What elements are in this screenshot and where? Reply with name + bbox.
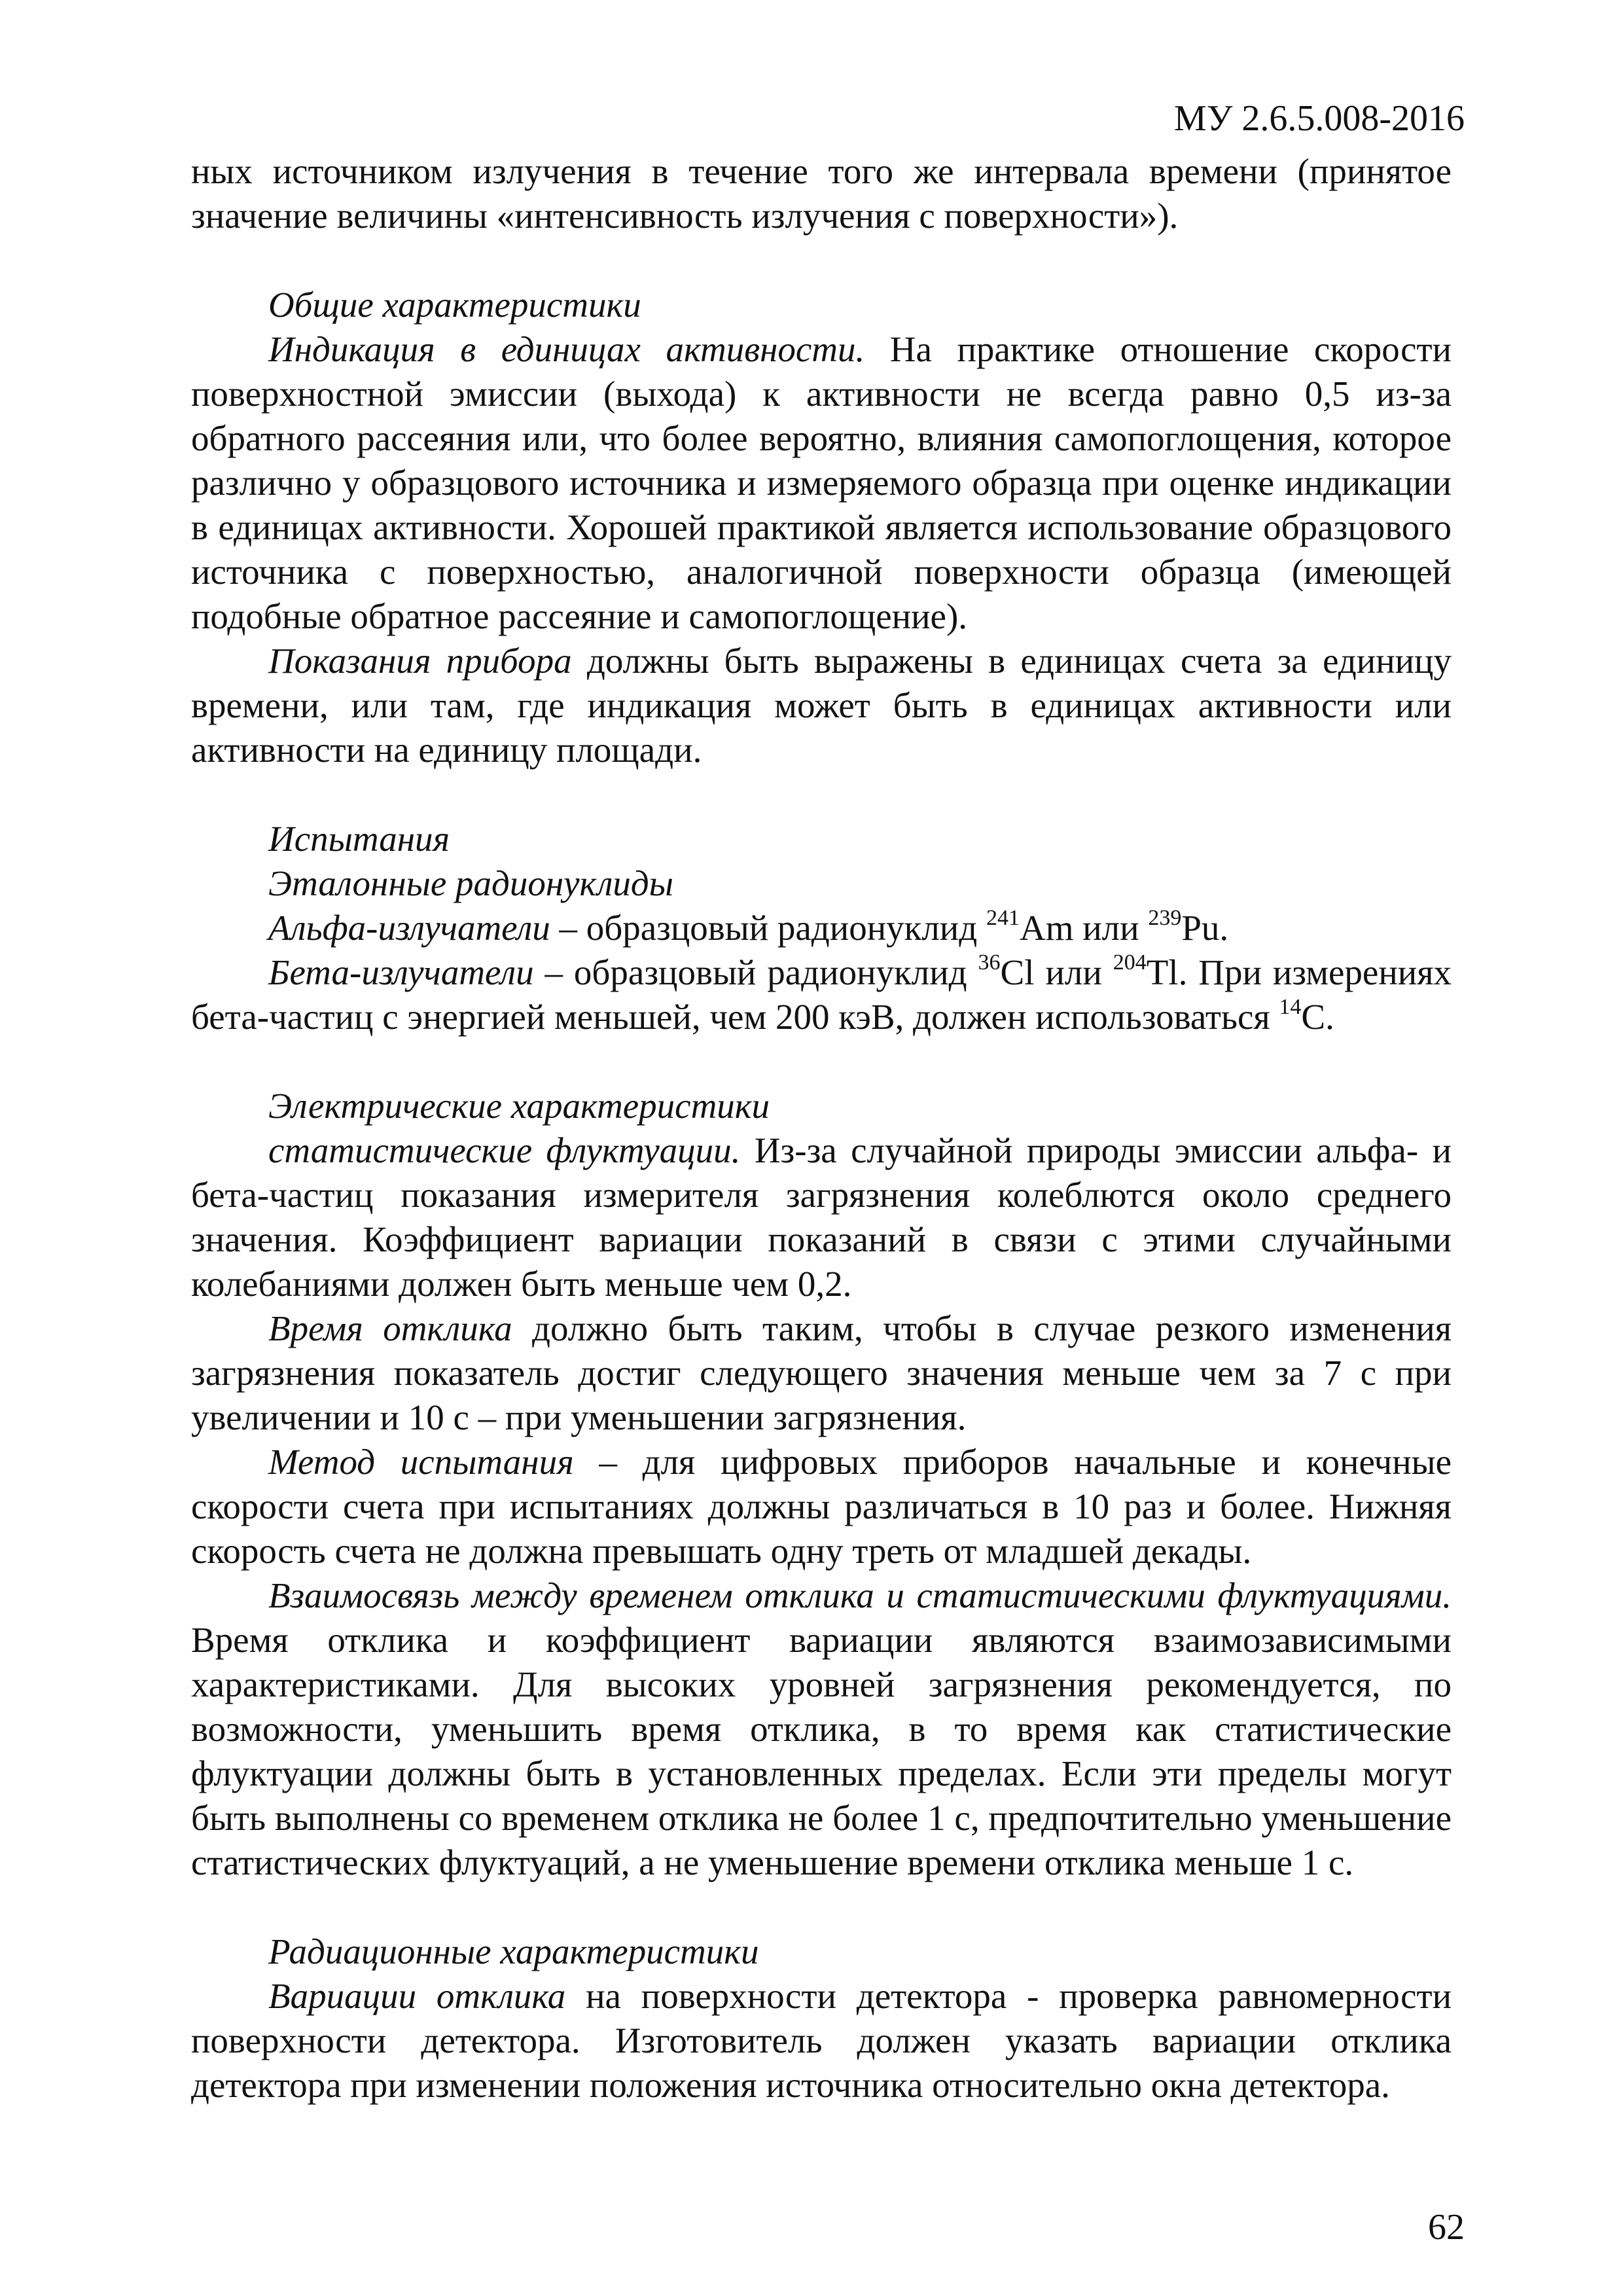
paragraph-response-time xyxy=(191,1306,1452,1440)
paragraph-alpha-emitters xyxy=(191,906,1452,950)
mass-number: 14 xyxy=(1279,994,1302,1019)
paragraph-response-variation xyxy=(191,1974,1452,2108)
mass-number: 204 xyxy=(1113,950,1147,975)
section-heading-tests: Испытания xyxy=(268,819,450,859)
paragraph-text: – образцовый радионуклид xyxy=(550,908,986,948)
paragraph-text: – для цифровых приборов начальные и конечные скорости счета при испытаниях должны различаться в 10 раз и более. Нижняя скорость счета не должна превышать одну треть от младшей декады. xyxy=(191,1442,1452,1571)
nuclide-text: Pu. xyxy=(1181,908,1229,948)
nuclide-text: Tl. При измерениях бета-частиц с энергией меньшей, чем 200 кэВ, должен использоваться xyxy=(191,952,1452,1037)
term-instrument-readings: Показания прибора xyxy=(268,641,572,681)
mass-number: 239 xyxy=(1148,905,1182,930)
paragraph-test-method xyxy=(191,1440,1452,1573)
paragraph-activity-indication xyxy=(191,327,1452,639)
paragraph-text: должно быть таким, чтобы в случае резкого изменения загрязнения показатель достиг следующего значения меньше чем за 7 с при увеличении и 10 с – при уменьшении загрязнения. xyxy=(191,1308,1452,1437)
paragraph-instrument-readings xyxy=(191,639,1452,772)
section-heading-electrical: Электрические характеристики xyxy=(268,1086,770,1126)
paragraph-continuation: ных источником излучения в течение того же интервала времени (принятое значение величины «интенсивность излучения с поверхности»). xyxy=(191,151,1452,236)
term-response-time: Время отклика xyxy=(268,1308,512,1348)
term-activity-indication: Индикация в единицах активности. xyxy=(268,329,865,369)
paragraph-text: На практике отношение скорости поверхностной эмиссии (выхода) к активности не всегда равно 0,5 из-за обратного рассеяния или, что более вероятно, влияния самопоглощения, которое различно у образцового источника и измеряемого образца при оценке индикации в единицах активности. Хорошей практикой является использование образцового источника с поверхностью, аналогичной поверхности образца (имеющей подобные обратное рассеяние и самопоглощение). xyxy=(191,329,1452,636)
term-beta-emitters: Бета-излучатели xyxy=(268,952,534,992)
paragraph-text: должны быть выражены в единицах счета за единицу времени, или там, где индикация может быть в единицах активности или активности на единицу площади. xyxy=(191,641,1452,770)
term-alpha-emitters: Альфа-излучатели xyxy=(268,908,550,948)
paragraph-text: Время отклика и коэффициент вариации являются взаимозависимыми характеристиками. Для высоких уровней загрязнения рекомендуется, по возможности, уменьшить время отклика, в то время как статистические флуктуации должны быть в установленных пределах. Если эти пределы могут быть выполнены со временем отклика не более 1 с, предпочтительно уменьшение статистических флуктуаций, а не уменьшение времени отклика меньше 1 с. xyxy=(191,1620,1452,1882)
nuclide-text: Cl или xyxy=(1000,952,1113,992)
nuclide-text: C. xyxy=(1301,997,1334,1037)
nuclide-text: Am или xyxy=(1019,908,1149,948)
subheading-reference-radionuclides: Эталонные радионуклиды xyxy=(268,863,673,903)
page-number: 62 xyxy=(1428,2207,1465,2248)
document-code: МУ 2.6.5.008-2016 xyxy=(1173,98,1465,139)
term-statistical-fluctuations: статистические флуктуации. xyxy=(268,1130,741,1170)
section-heading-general: Общие характеристики xyxy=(268,285,641,325)
paragraph-text: – образцовый радионуклид xyxy=(533,952,978,992)
term-response-fluctuation-relation: Взаимосвязь между временем отклика и статистическими флуктуациями. xyxy=(268,1575,1452,1615)
paragraph-text: на поверхности детектора - проверка равномерности поверхности детектора. Изготовитель должен указать вариации отклика детектора при изменении положения источника относительно окна детектора. xyxy=(191,1976,1452,2105)
paragraph-response-fluctuation-relation xyxy=(191,1573,1452,1885)
paragraph-beta-emitters xyxy=(191,950,1452,1039)
term-test-method: Метод испытания xyxy=(268,1442,574,1482)
term-response-variation: Вариации отклика xyxy=(268,1976,566,2016)
page-body xyxy=(191,149,1452,2108)
section-heading-radiation: Радиационные характеристики xyxy=(268,1931,759,1971)
paragraph-statistical-fluctuations xyxy=(191,1128,1452,1306)
mass-number: 36 xyxy=(978,950,1001,975)
paragraph-text: Из-за случайной природы эмиссии альфа- и бета-частиц показания измерителя загрязнения колеблются около среднего значения. Коэффициент вариации показаний в связи с этими случайными колебаниями должен быть меньше чем 0,2. xyxy=(191,1130,1452,1304)
mass-number: 241 xyxy=(986,905,1020,930)
